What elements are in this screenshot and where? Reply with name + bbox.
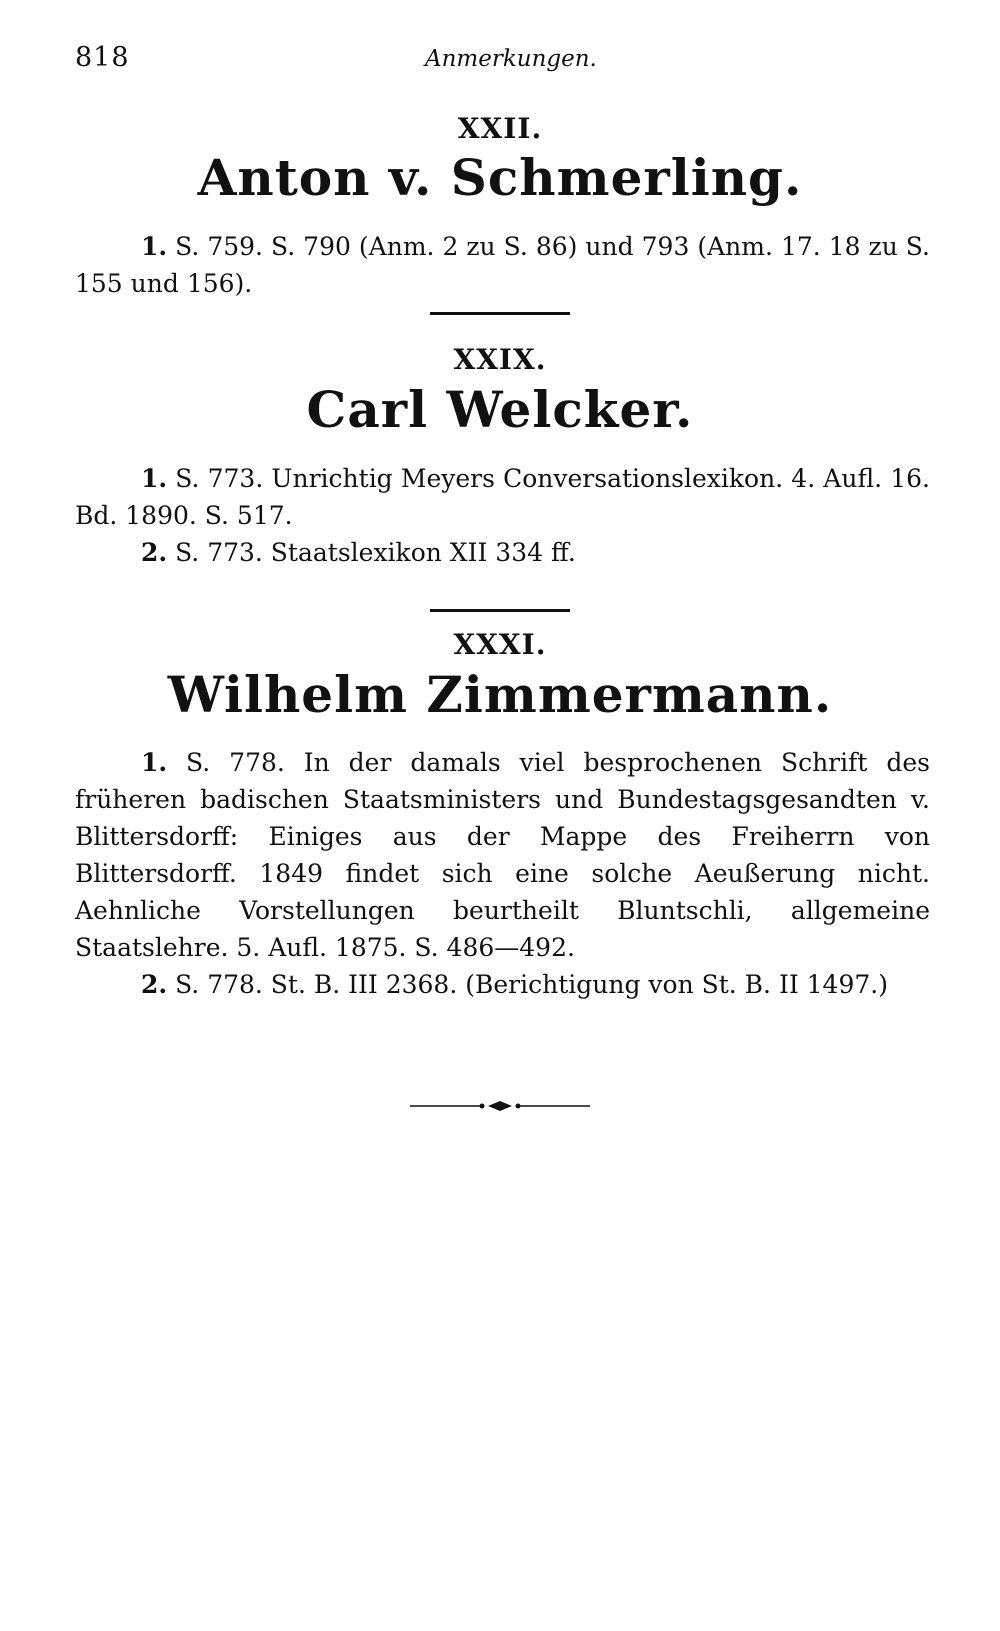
running-head (75, 42, 925, 82)
note (75, 460, 930, 534)
end-ornament (410, 1100, 590, 1112)
note-text: S. 759. S. 790 (Anm. 2 zu S. 86) und 793 (Anm. 17. 18 zu S. 155 und 156). (75, 232, 930, 298)
note-text: S. 778. In der damals viel besprochenen Schrift des früheren badischen Staatsministers und Bundestagsgesandten v. Blittersdorff: Einiges aus der Mappe des Freiherrn von Blittersdorff. 1849 findet sich eine solche Aeußerung nicht. Aehnliche Vorstellungen beurtheilt Bluntschli, allgemeine Staatslehre. 5. Aufl. 1875. S. 486—492. (75, 748, 930, 962)
note-number: 1. (141, 464, 168, 493)
section-numeral: XXII. (457, 112, 543, 145)
note-text: S. 778. St. B. III 2368. (Berichtigung von St. B. II 1497.) (175, 970, 888, 999)
section-name: Anton v. Schmerling. (197, 148, 803, 207)
section-notes (75, 460, 930, 571)
note-number: 2. (141, 538, 168, 567)
section-numeral: XXIX. (453, 343, 547, 376)
running-title: Anmerkungen. (425, 46, 597, 72)
section-divider (430, 609, 570, 612)
section-divider (430, 312, 570, 315)
note (75, 966, 930, 1003)
note (75, 228, 930, 302)
section-name: Wilhelm Zimmermann. (167, 665, 833, 724)
note (75, 744, 930, 966)
note-text: S. 773. Staatslexikon XII 334 ff. (175, 538, 576, 567)
note-number: 2. (141, 970, 168, 999)
section-numeral: XXXI. (453, 628, 547, 661)
note-number: 1. (141, 748, 168, 777)
note-number: 1. (141, 232, 168, 261)
note (75, 534, 930, 571)
page-number: 818 (75, 42, 130, 73)
section-notes (75, 228, 930, 302)
note-text: S. 773. Unrichtig Meyers Conversationslexikon. 4. Aufl. 16. Bd. 1890. S. 517. (75, 464, 930, 530)
section-notes (75, 744, 930, 1003)
section-name: Carl Welcker. (306, 380, 694, 439)
